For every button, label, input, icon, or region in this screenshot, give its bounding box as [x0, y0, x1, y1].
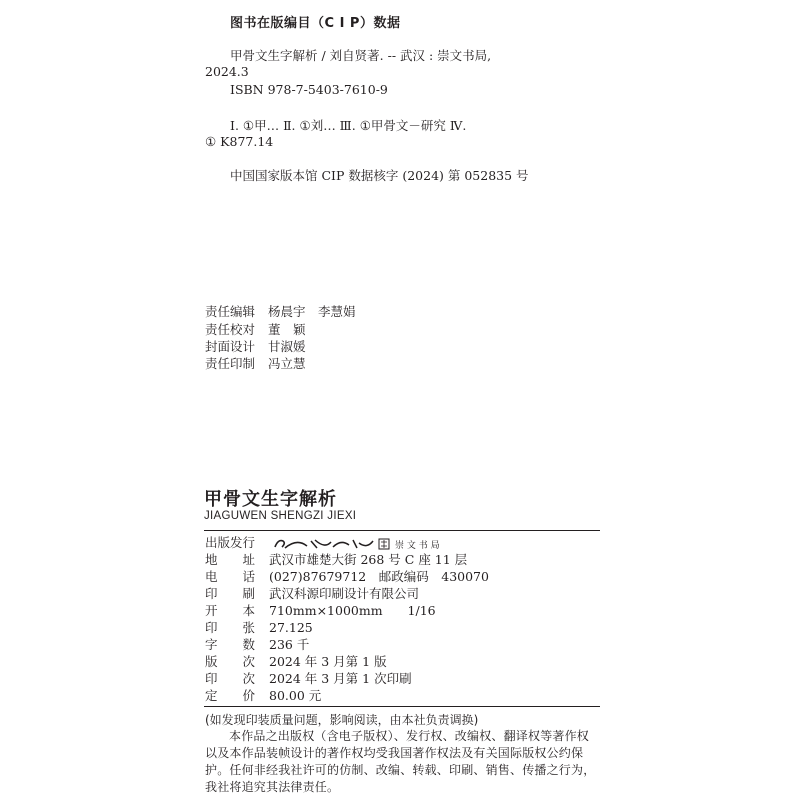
book-title: 甲骨文生字解析 — [204, 489, 337, 510]
info-label: 定 价 — [205, 688, 256, 703]
info-value: 236 千 — [269, 637, 310, 652]
info-label: 印 次 — [205, 671, 256, 686]
cip-classification-line-1: Ⅰ. ①甲… Ⅱ. ①刘… Ⅲ. ①甲骨文－研究 Ⅳ. — [230, 118, 467, 133]
info-row — [205, 551, 467, 568]
publisher-logo — [273, 537, 463, 551]
svg-text:崇 文 书 局: 崇 文 书 局 — [394, 540, 440, 551]
staff-name: 杨晨宇 李慧娟 — [268, 304, 356, 319]
cip-record-line-2: 2024.3 — [205, 64, 249, 79]
info-label: 地 址 — [205, 552, 256, 567]
info-value: 武汉市雄楚大街 268 号 C 座 11 层 — [269, 552, 468, 567]
staff-row — [205, 302, 356, 320]
cip-number: 中国国家版本馆 CIP 数据核字 (2024) 第 052835 号 — [230, 168, 529, 183]
publisher-row — [205, 534, 463, 551]
info-value: (027)87679712 邮政编码 430070 — [269, 569, 489, 584]
divider — [204, 530, 600, 531]
cip-isbn: ISBN 978-7-5403-7610-9 — [230, 82, 388, 97]
info-value: 80.00 元 — [269, 688, 322, 703]
info-value: 武汉科源印刷设计有限公司 — [269, 586, 420, 601]
copyright-statement: 本作品之出版权（含电子版权）、发行权、改编权、翻译权等著作权以及本作品装帧设计的著作权均受我国著作权法及有关国际版权公约保护。任何非经我社许可的仿制、改编、转载、印刷、销售、传播之行为，我社将追究其法律责任。 — [205, 729, 596, 794]
info-row — [205, 602, 436, 619]
cip-classification-line-2: ① K877.14 — [205, 134, 274, 149]
info-row — [205, 653, 387, 670]
staff-role: 责任印制 — [205, 356, 256, 371]
info-row — [205, 568, 489, 585]
info-value: 27.125 — [269, 620, 313, 635]
info-label: 电 话 — [205, 569, 256, 584]
info-value: 710mm×1000mm 1/16 — [269, 603, 436, 618]
staff-name: 甘淑媛 — [268, 339, 306, 354]
staff-row — [205, 354, 306, 372]
info-row — [205, 636, 309, 653]
info-row — [205, 687, 321, 704]
info-label: 印 张 — [205, 620, 256, 635]
staff-row — [205, 320, 306, 338]
staff-role: 封面设计 — [205, 339, 256, 354]
staff-role: 责任编辑 — [205, 304, 256, 319]
publisher-label: 出版发行 — [205, 535, 256, 550]
book-title-pinyin: JIAGUWEN SHENGZI JIEXI — [204, 510, 357, 522]
info-row — [205, 585, 419, 602]
cip-heading: 图书在版编目（C I P）数据 — [230, 16, 401, 31]
info-label: 版 次 — [205, 654, 256, 669]
staff-row — [205, 337, 306, 355]
staff-role: 责任校对 — [205, 322, 256, 337]
staff-name: 董 颖 — [268, 322, 306, 337]
divider — [204, 706, 600, 707]
staff-name: 冯立慧 — [268, 356, 306, 371]
info-row — [205, 619, 313, 636]
info-label: 字 数 — [205, 637, 256, 652]
info-row — [205, 670, 412, 687]
info-label: 开 本 — [205, 603, 256, 618]
cip-record-line-1: 甲骨文生字解析 / 刘自贤著. -- 武汉 : 崇文书局, — [230, 48, 492, 63]
quality-notice: (如发现印装质量问题，影响阅读，由本社负责调换) — [205, 713, 479, 727]
info-value: 2024 年 3 月第 1 版 — [269, 654, 387, 669]
info-label: 印 刷 — [205, 586, 256, 601]
info-value: 2024 年 3 月第 1 次印刷 — [269, 671, 412, 686]
